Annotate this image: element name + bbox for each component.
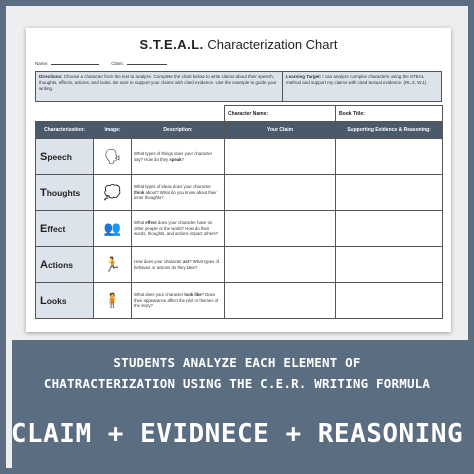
header-characterization: Characterization: xyxy=(36,122,94,139)
name-blank xyxy=(51,64,99,65)
group-effect-icon: 👥 xyxy=(94,211,132,247)
row-word: peech xyxy=(47,151,72,162)
table-row xyxy=(36,139,443,175)
row-initial: A xyxy=(40,258,48,271)
title-acronym: S.T.E.A.L. xyxy=(139,37,204,52)
table-row xyxy=(36,247,443,283)
row-description: What types of ideas does your character think about? What do you know about their inner thoughts? xyxy=(132,175,225,211)
info-boxes xyxy=(35,71,442,102)
claim-cell[interactable] xyxy=(225,175,336,211)
row-label xyxy=(36,247,94,283)
worksheet-title xyxy=(35,36,442,54)
claim-cell[interactable] xyxy=(225,283,336,319)
row-label xyxy=(36,283,94,319)
row-word: houghts xyxy=(46,187,81,198)
evidence-cell[interactable] xyxy=(336,175,443,211)
evidence-cell[interactable] xyxy=(336,211,443,247)
looks-person-icon: 🧍 xyxy=(94,283,132,319)
table-row xyxy=(36,175,443,211)
row-word: ooks xyxy=(46,295,67,306)
row-description: What does your character look like? Does their appearance affect the plot or themes of the story? xyxy=(132,283,225,319)
header-image: Image: xyxy=(94,122,132,139)
evidence-cell[interactable] xyxy=(336,247,443,283)
target-label: Learning Target: xyxy=(286,74,322,79)
header-row xyxy=(36,122,443,139)
name-class-line xyxy=(35,58,442,66)
meta-row xyxy=(36,106,443,122)
caption-line-1: STUDENTS ANALYZE EACH ELEMENT OF xyxy=(113,355,361,370)
row-word: ffect xyxy=(47,223,66,234)
product-frame xyxy=(6,6,468,468)
learning-target-box xyxy=(283,72,441,101)
row-label xyxy=(36,139,94,175)
directions-text: Choose a character from the text to analyze. Complete the chart below to write claims about their speech, thoughts, effects, actions, and looks. Be sure to support your claims with cited evidence. Use the example to guide your writing. xyxy=(39,74,277,91)
evidence-cell[interactable] xyxy=(336,283,443,319)
name-label: Name: xyxy=(35,61,49,66)
table-row xyxy=(36,283,443,319)
class-field xyxy=(111,61,167,66)
book-title-label: Book Title: xyxy=(336,106,443,122)
row-description: What types of things does your character say? How do they speak? xyxy=(132,139,225,175)
directions-label: Directions: xyxy=(39,74,63,79)
name-field xyxy=(35,61,99,66)
worksheet xyxy=(26,28,451,332)
steal-table xyxy=(35,105,443,319)
claim-cell[interactable] xyxy=(225,139,336,175)
header-claim: Your Claim xyxy=(225,122,336,139)
row-label xyxy=(36,175,94,211)
class-label: Class: xyxy=(111,61,124,66)
speaking-person-icon: 🗣 xyxy=(94,139,132,175)
claim-cell[interactable] xyxy=(225,247,336,283)
row-description: What effect does your character have on other people or the world? How do their words, thoughts, and actions impact others? xyxy=(132,211,225,247)
title-text: Characterization Chart xyxy=(203,37,338,52)
caption-formula: CLAIM + EVIDNECE + REASONING xyxy=(10,419,464,449)
table-row xyxy=(36,211,443,247)
row-label xyxy=(36,211,94,247)
header-evidence: Supporting Evidence & Reasoning: xyxy=(336,122,443,139)
row-initial: L xyxy=(40,294,47,307)
row-initial: T xyxy=(40,186,47,199)
directions-box xyxy=(36,72,283,101)
character-name-label: Character Name: xyxy=(225,106,336,122)
thinking-person-icon: 💭 xyxy=(94,175,132,211)
class-blank xyxy=(127,64,167,65)
evidence-cell[interactable] xyxy=(336,139,443,175)
caption-line-2: CHATRACTERIZATION USING THE C.E.R. WRITING FORMULA xyxy=(43,376,431,391)
row-word: ctions xyxy=(47,259,73,270)
caption-subtitle xyxy=(6,352,468,394)
action-icon: 🏃 xyxy=(94,247,132,283)
row-initial: E xyxy=(40,222,48,235)
claim-cell[interactable] xyxy=(225,211,336,247)
target-text: I can analyze complex characters using the STEAL method and support my claims with cited textual evidence. (RL.3, W.1) xyxy=(286,74,427,85)
header-description: Description: xyxy=(132,122,225,139)
table-body xyxy=(36,139,443,319)
row-description: How does your character act? What types of behavior or actions do they take? xyxy=(132,247,225,283)
row-initial: S xyxy=(40,150,48,163)
